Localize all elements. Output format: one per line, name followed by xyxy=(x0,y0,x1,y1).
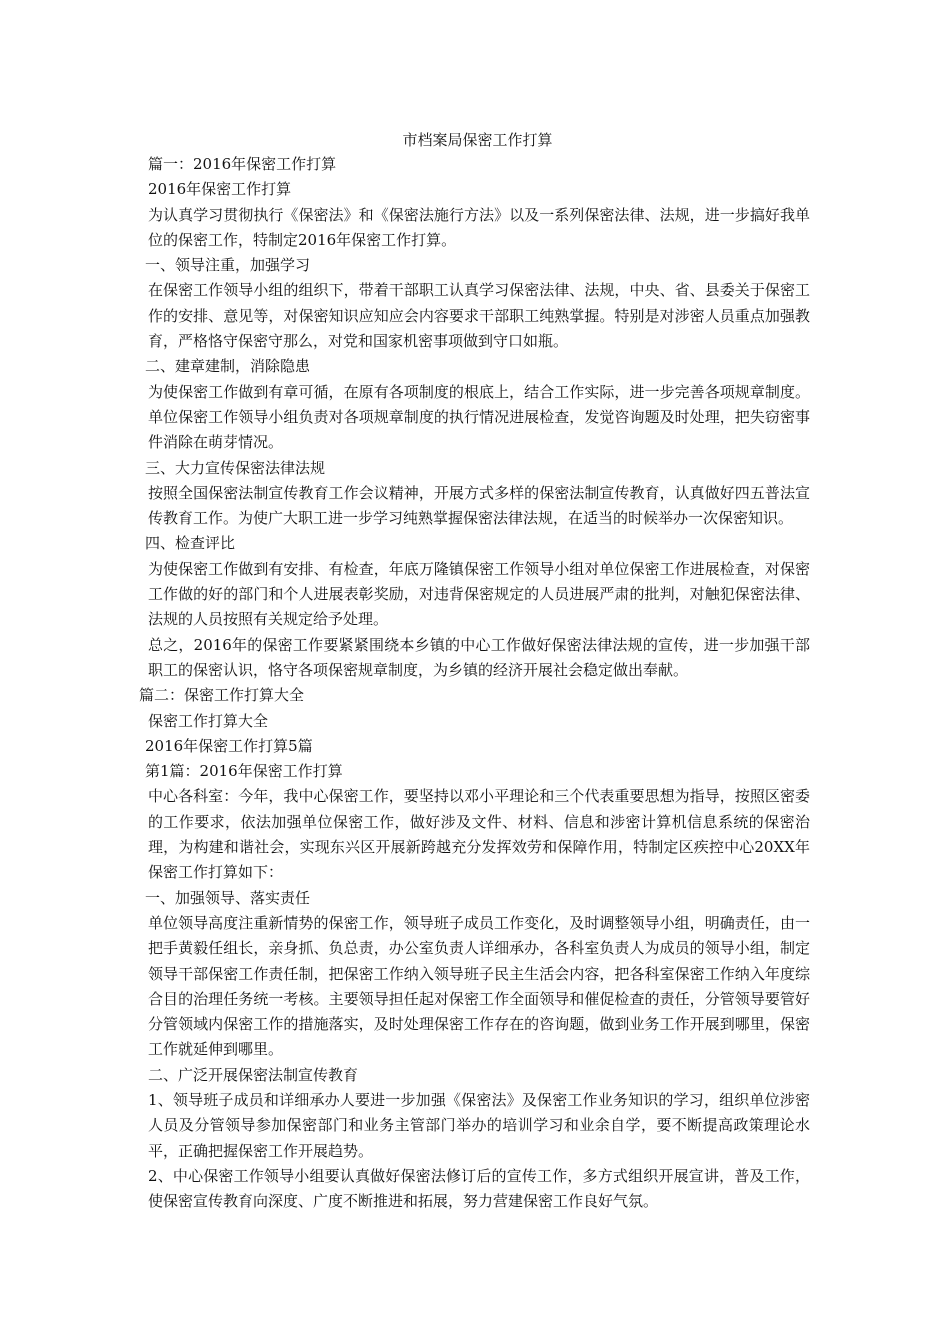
body-paragraph: 为使保密工作做到有章可循，在原有各项制度的根底上，结合工作实际，进一步完善各项规章制度。单位保密工作领导小组负责对各项规章制度的执行情况进展检查，发觉咨询题及时处理，把失窃密事件消除在萌芽情况。 xyxy=(148,382,810,452)
numbered-heading: 一、领导注重，加强学习 xyxy=(145,256,311,275)
numbered-heading: 四、检查评比 xyxy=(145,534,236,553)
subsection-heading: 第1篇：2016年保密工作打算 xyxy=(145,762,343,781)
body-paragraph: 按照全国保密法制宣传教育工作会议精神，开展方式多样的保密法制宣传教育，认真做好四五普法宣传教育工作。为使广大职工进一步学习纯熟掌握保密法律法规，在适当的时候举办一次保密知识。 xyxy=(148,483,810,528)
document-body xyxy=(139,128,810,1214)
numbered-heading: 一、加强领导、落实责任 xyxy=(145,888,311,907)
body-paragraph: 单位领导高度注重新情势的保密工作，领导班子成员工作变化，及时调整领导小组，明确责任，由一把手黄毅任组长，亲身抓、负总责，办公室负责人详细承办，各科室负责人为成员的领导小组，制定领导干部保密工作责任制，把保密工作纳入领导班子民主生活会内容，把各科室保密工作纳入年度综合目的治理任务统一考核。主要领导担任起对保密工作全面领导和催促检查的责任，分管领导要管好分管领域内保密工作的措施落实，及时处理保密工作存在的咨询题，做到业务工作开展到哪里，保密工作就延伸到哪里。 xyxy=(148,913,810,1059)
subsection-heading: 保密工作打算大全 xyxy=(148,711,269,730)
document-title: 市档案局保密工作打算 xyxy=(402,131,553,149)
section-heading: 篇一：2016年保密工作打算 xyxy=(148,155,337,173)
body-paragraph: 2、中心保密工作领导小组要认真做好保密法修订后的宣传工作，多方式组织开展宣讲，普及工作，使保密宣传教育向深度、广度不断推进和拓展，努力营建保密工作良好气氛。 xyxy=(148,1166,810,1211)
numbered-heading: 三、大力宣传保密法律法规 xyxy=(145,458,326,477)
body-paragraph: 为认真学习贯彻执行《保密法》和《保密法施行方法》以及一系列保密法律、法规，进一步搞好我单位的保密工作，特制定2016年保密工作打算。 xyxy=(148,205,810,249)
body-paragraph: 中心各科室：今年，我中心保密工作，要坚持以邓小平理论和三个代表重要思想为指导，按照区密委的工作要求，依法加强单位保密工作，做好涉及文件、材料、信息和涉密计算机信息系统的保密治理，为构建和谐社会，实现东兴区开展新跨越充分发挥效劳和保障作用，特制定区疾控中心20XX年保密工作打算如下： xyxy=(148,787,810,882)
subsection-heading: 2016年保密工作打算 xyxy=(148,180,292,199)
body-paragraph: 在保密工作领导小组的组织下，带着干部职工认真学习保密法律、法规，中央、省、县委关于保密工作的安排、意见等，对保密知识应知应会内容要求干部职工纯熟掌握。特别是对涉密人员重点加强教育，严格恪守保密守那么，对党和国家机密事项做到守口如瓶。 xyxy=(148,281,810,351)
body-paragraph: 1、领导班子成员和详细承办人要进一步加强《保密法》及保密工作业务知识的学习，组织单位涉密人员及分管领导参加保密部门和业务主管部门举办的培训学习和业余自学，要不断提高政策理论水平，正确把握保密工作开展趋势。 xyxy=(148,1090,810,1160)
section-heading: 篇二：保密工作打算大全 xyxy=(139,686,305,705)
numbered-heading: 二、建章建制，消除隐患 xyxy=(145,357,311,376)
subsection-heading: 2016年保密工作打算5篇 xyxy=(145,736,313,755)
numbered-heading: 二、广泛开展保密法制宣传教育 xyxy=(148,1065,359,1084)
body-paragraph: 总之，2016年的保密工作要紧紧围绕本乡镇的中心工作做好保密法律法规的宣传，进一步加强干部职工的保密认识，恪守各项保密规章制度，为乡镇的经济开展社会稳定做出奉献。 xyxy=(148,635,810,679)
body-paragraph: 为使保密工作做到有安排、有检查，年底万隆镇保密工作领导小组对单位保密工作进展检查，对保密工作做的好的部门和个人进展表彰奖励，对违背保密规定的人员进展严肃的批判，对触犯保密法律、法规的人员按照有关规定给予处理。 xyxy=(148,559,810,629)
